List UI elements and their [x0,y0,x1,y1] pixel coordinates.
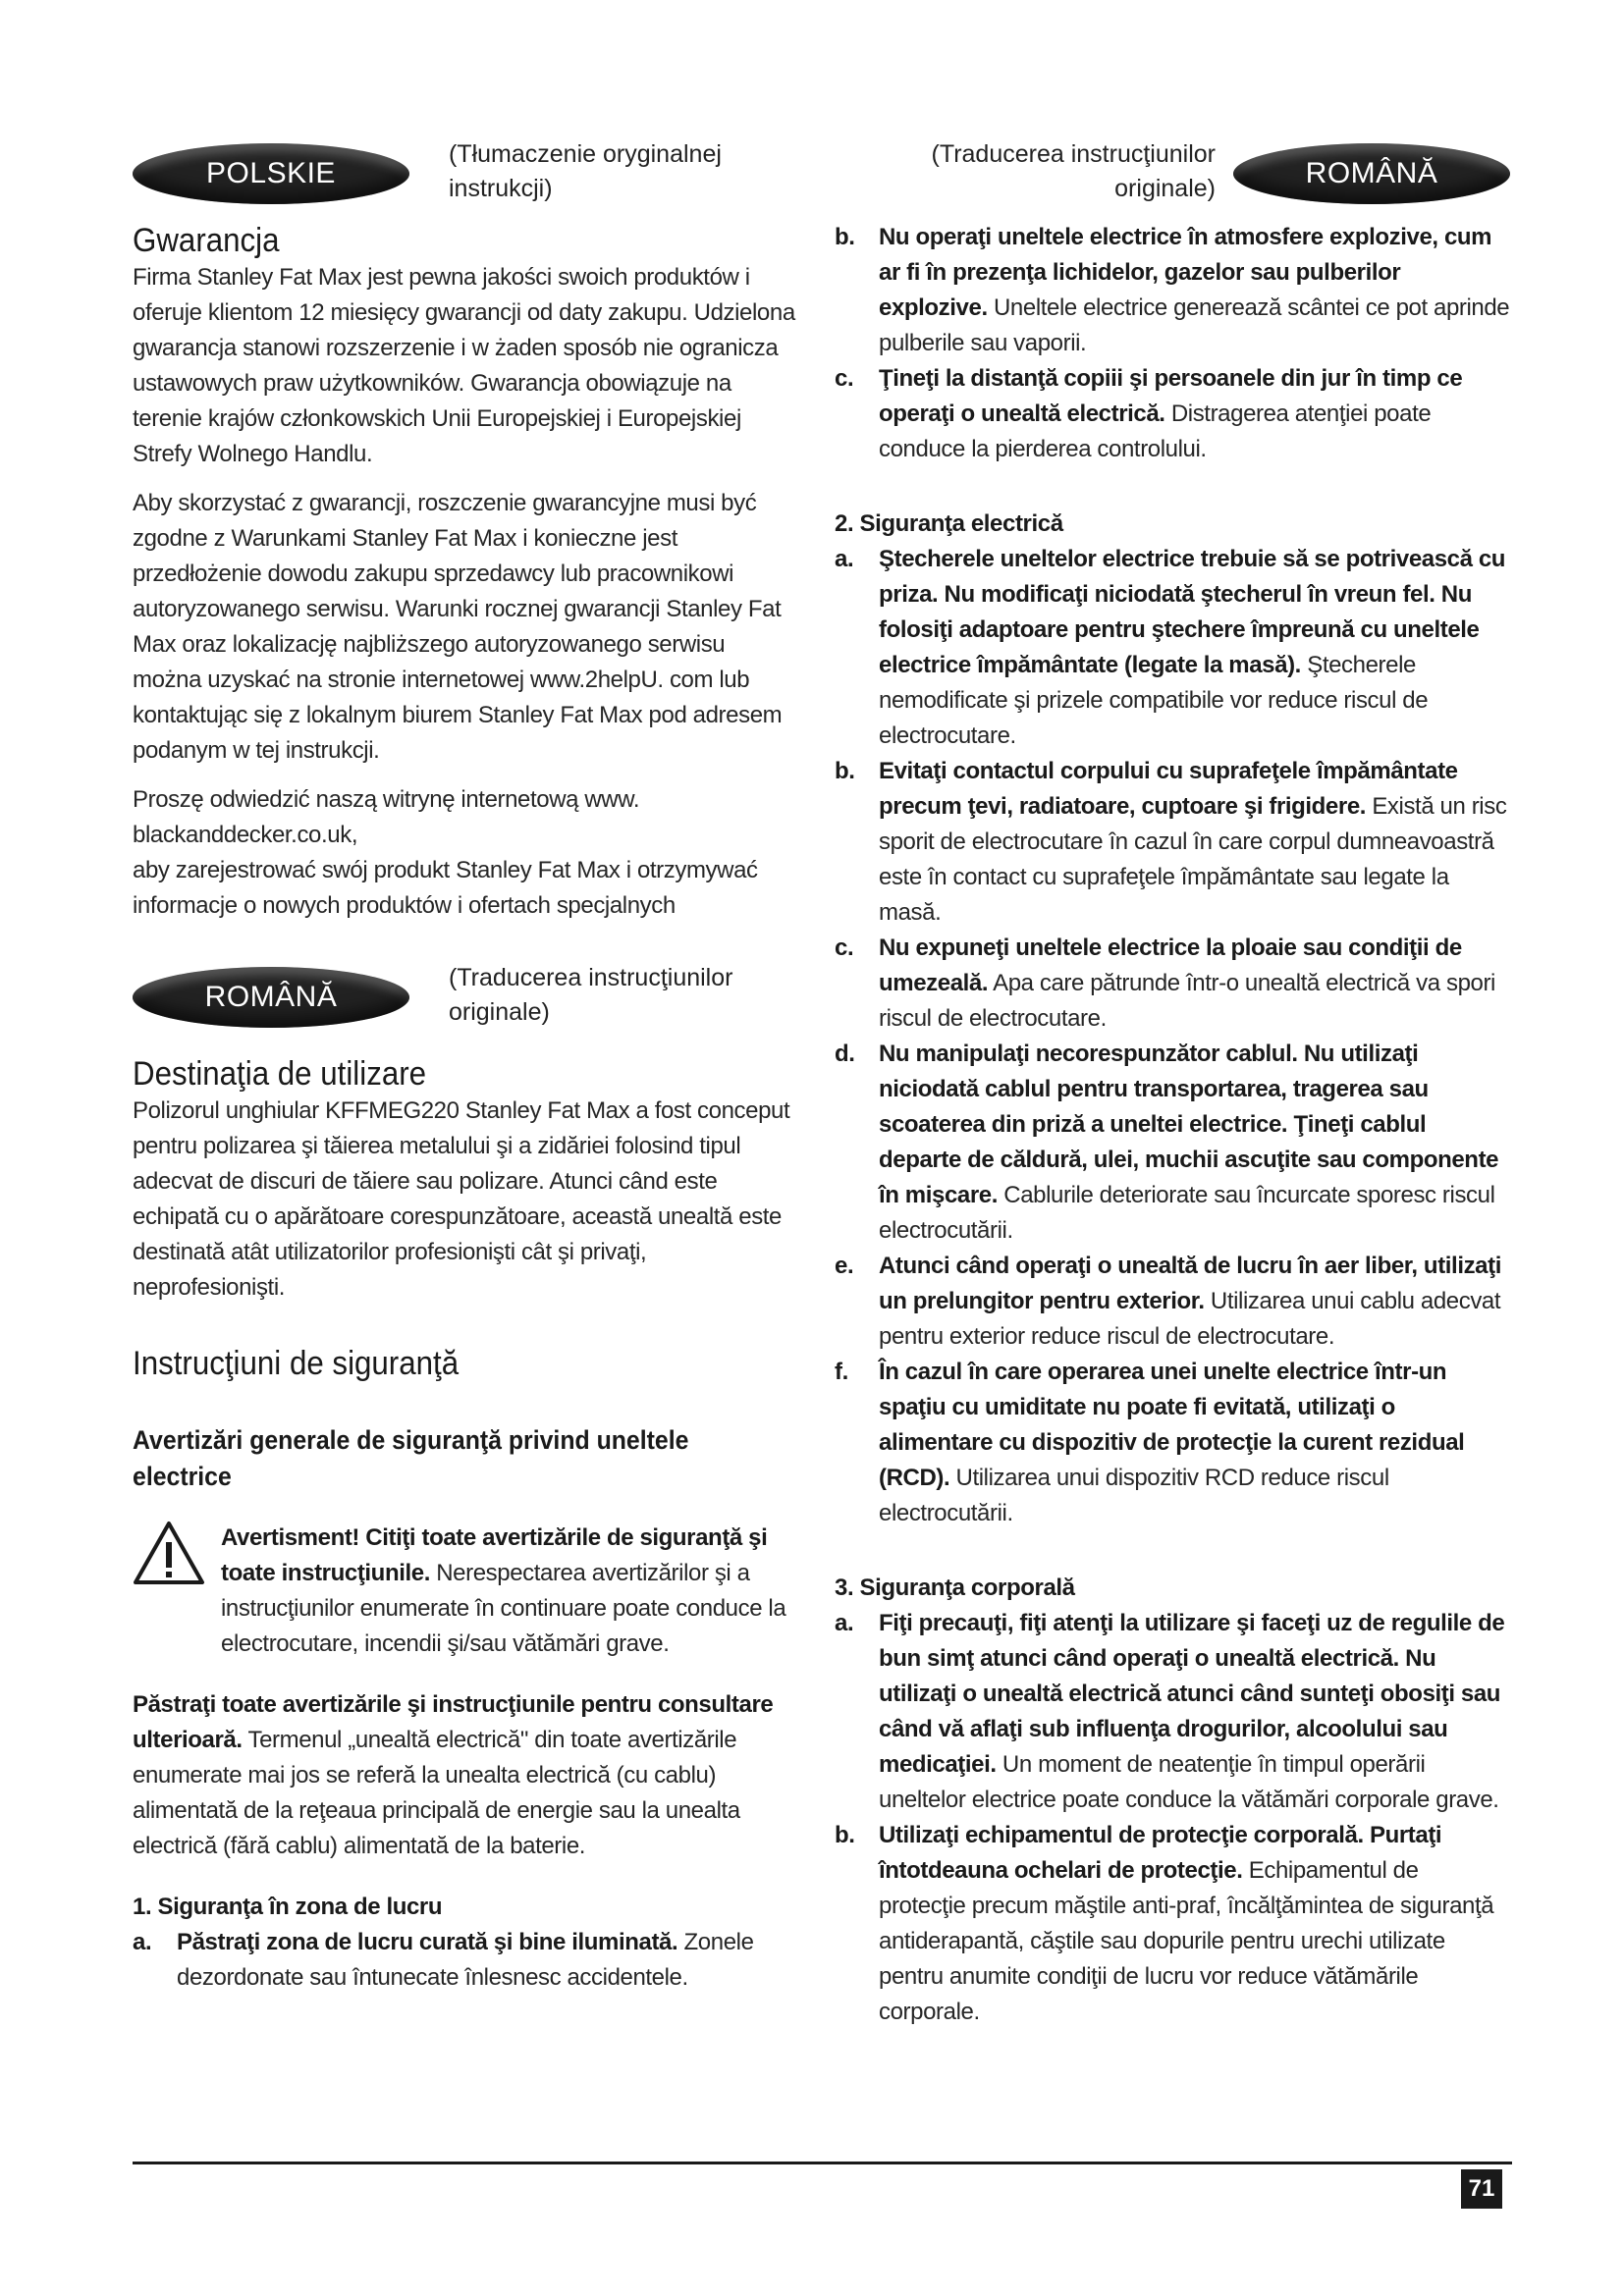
item-3a: a. Fiţi precauţi, fiţi atenţi la utilizare şi faceţi uz de regulile de bun simţ atunci când operaţi o unealtă electrică. Nu utilizaţi o unealtă electrică atunci când sunteţi obosiţi sau când vă aflaţi sub influenţa drogurilor, alcoolului sau medicaţiei. Un moment de neatenţie în timpul operării uneltelor electrice poate conduce la vătămări corporale grave. [835,1610,1505,1813]
right-column [835,126,1510,2030]
gwarancja-paragraph-2: Aby skorzystać z gwarancji, roszczenie gwarancyjne musi być zgodne z Warunkami Stanley Fat Max i konieczne jest przedłożenie dowodu zakupu sprzedawcy lub pracownikowi autoryzowanego serwisu. Warunki rocznej gwarancji Stanley Fat Max oraz lokalizację najbliższego autoryzowanego serwisu można uzyskać na stronie internetowej www.2helpU. com lub kontaktując się z lokalnym biurem Stanley Fat Max pod adresem podanym w tej instrukcji. [133,490,783,764]
language-header-romana [133,949,795,1038]
romana-badge: ROMÂNĂ [133,967,409,1028]
item-2a: a. Ştecherele uneltelor electrice trebuie să se potrivească cu priza. Nu modificaţi niciodată ştecherul în vreun fel. Nu folosiţi adaptoare pentru ştechere împreună cu uneltele electrice împământate (legate la masă). Ştecherele nemodificate şi prizele compatibile vor reduce riscul de electrocutare. [835,546,1506,749]
item-2c: c. Nu expuneţi uneltele electrice la ploaie sau condiţii de umezeală. Apa care pătrunde într-o unealtă electrică va spori riscul de electrocutare. [835,934,1495,1032]
section-3-heading: 3. Siguranţa corporală [835,1575,1075,1601]
instructiuni-heading: Instrucţiuni de siguranţă [133,1345,460,1382]
item-2e: e. Atunci când operaţi o unealtă de lucru în aer liber, utilizaţi un prelungitor pentru exterior. Utilizarea unui cablu adecvat pentru exterior reduce riscul de electrocutare. [835,1253,1501,1350]
polskie-badge: POLSKIE [133,143,409,204]
item-1a: a. Păstraţi zona de lucru curată şi bine iluminată. Zonele dezordonate sau întunecate înlesnesc accidentele. [133,1929,754,1991]
avertizari-heading: Avertizări generale de siguranţă privind uneltele electrice [133,1425,689,1491]
section-2-heading: 2. Siguranţa electrică [835,510,1063,537]
destinatia-paragraph: Polizorul unghiular KFFMEG220 Stanley Fat Max a fost conceput pentru polizarea şi tăierea metalului şi a zidăriei folosind tipul adecvat de discuri de tăiere sau polizare. Atunci când este echipată cu o apărătoare corespunzătoare, această unealtă este destinată atât utilizatorilor profesionişti cât şi privaţi, neprofesionişti. [133,1097,790,1301]
item-1b: b. Nu operaţi uneltele electrice în atmosfere explozive, cum ar fi în prezenţa lichidelor, gazelor sau pulberilor explozive. Uneltele electrice generează scântei ce pot aprinde pulberile sau vaporii. [835,224,1510,356]
footer-rule [133,2162,1512,2164]
section-1-heading: 1. Siguranţa în zona de lucru [133,1894,443,1920]
romana-badge-right: ROMÂNĂ [1233,143,1510,204]
item-1c: c. Ţineţi la distanţă copiii şi persoanele din jur în timp ce operaţi o unealtă electrică. Distragerea atenţiei poate conduce la pierderea controlului. [835,365,1463,462]
language-header-romana-right [835,126,1510,214]
page-number: 71 [1461,2169,1502,2209]
pastrati-paragraph: Păstraţi toate avertizările şi instrucţiunile pentru consultare ulterioară. Termenul „unealtă electrică" din toate avertizările enumerate mai jos se referă la unealta electrică (cu cablu) alimentată de la reţeaua principală de energie sau la unealta electrică (fără cablu) alimentată de la baterie. [133,1691,774,1859]
language-header-polskie [133,126,795,214]
romana-translation-note-right: (Traducerea instrucţiunilor originale) [931,140,1216,202]
gwarancja-heading: Gwarancja [133,222,280,259]
left-column [133,126,795,1996]
gwarancja-paragraph-3: Proszę odwiedzić naszą witrynę internetową www. blackanddecker.co.uk, aby zarejestrować swój produkt Stanley Fat Max i otrzymywać informacje o nowych produktów i ofertach specjalnych [133,786,758,919]
item-2d: d. Nu manipulaţi necorespunzător cablul. Nu utilizaţi niciodată cablul pentru transportarea, tragerea sau scoaterea din priză a uneltei electrice. Ţineţi cablul departe de căldură, ulei, muchii ascuţite sau componente în mişcare. Cablurile deteriorate sau încurcate sporesc riscul electrocutării. [835,1041,1499,1244]
gwarancja-paragraph-1: Firma Stanley Fat Max jest pewna jakości swoich produktów i oferuje klientom 12 miesięcy gwarancji od daty zakupu. Udzielona gwarancja stanowi rozszerzenie i w żaden sposób nie ogranicza ustawowych praw użytkowników. Gwarancja obowiązuje na terenie krajów członkowskich Unii Europejskiej i Europejskiej Strefy Wolnego Handlu. [133,264,795,467]
destinatia-heading: Destinaţia de utilizare [133,1055,427,1093]
item-3b: b. Utilizaţi echipamentul de protecţie corporală. Purtaţi întotdeauna ochelari de protecţie. Echipamentul de protecţie precum măştile anti-praf, încălţămintea de siguranţă antiderapantă, căştile sau dopurile pentru urechi utilizate pentru anumite condiţii de lucru vor reduce vătămările corporale. [835,1822,1494,2025]
general-warning-block [133,1521,795,1662]
warning-text: Avertisment! Citiţi toate avertizările de siguranţă şi toate instrucţiunile. Nerespectarea avertizărilor şi a instrucţiunilor enumerate în continuare poate conduce la electrocutare, incendii şi/sau vătămări grave. [221,1524,786,1657]
polskie-translation-note: (Tłumaczenie oryginalnej instrukcji) [449,140,722,202]
warning-triangle-icon [133,1521,205,1585]
item-2f: f. În cazul în care operarea unei unelte electrice într-un spaţiu cu umiditate nu poate fi evitată, utilizaţi o alimentare cu dispozitiv de protecţie la curent rezidual (RCD). Utilizarea unui dispozitiv RCD reduce riscul electrocutării. [835,1359,1465,1526]
item-2b: b. Evitaţi contactul corpului cu suprafeţele împământate precum ţevi, radiatoare, cuptoare şi frigidere. Există un risc sporit de electrocutare în cazul în care corpul dumneavoastră este în contact cu suprafeţele împământate sau legate la masă. [835,758,1507,926]
romana-translation-note: (Traducerea instrucţiunilor originale) [449,964,733,1026]
